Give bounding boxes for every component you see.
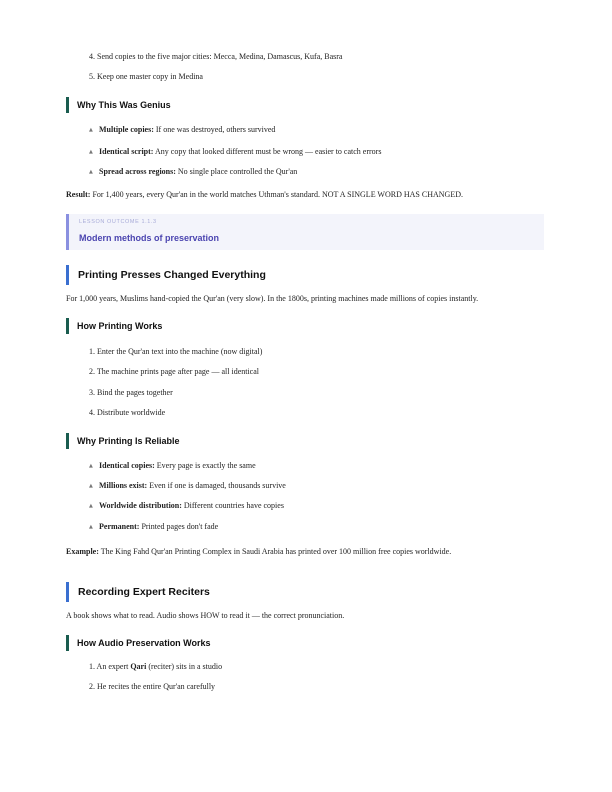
list-item: 2. He recites the entire Qur'an carefully [89,682,216,691]
lesson-outcome-title: Modern methods of preservation [79,233,220,243]
triangle-bullet-icon: ▲ [89,524,93,530]
list-item: 5. Keep one master copy in Medina [89,72,203,81]
bullet-item: ▲ Worldwide distribution: Different countries have copies [89,501,284,510]
bullet-item: ▲ Identical copies: Every page is exactly the same [89,461,256,470]
recording-intro: A book shows what to read. Audio shows HOW to read it — the correct pronunciation. [66,611,345,620]
section-heading-why-genius: Why This Was Genius [66,97,552,113]
section-heading-how-printing: How Printing Works [66,318,552,334]
section-heading-recording: Recording Expert Reciters [66,582,552,602]
list-item: 4. Distribute worldwide [89,408,166,417]
bullet-item: ▲ Multiple copies: If one was destroyed, others survived [89,125,276,134]
triangle-bullet-icon: ▲ [89,483,93,489]
result-paragraph: Result: For 1,400 years, every Qur'an in the world matches Uthman's standard. NOT A SINGLE WORD HAS CHANGED. [66,190,463,199]
list-item: 3. Bind the pages together [89,388,173,397]
section-heading-why-printing: Why Printing Is Reliable [66,433,552,449]
triangle-bullet-icon: ▲ [89,127,93,133]
triangle-bullet-icon: ▲ [89,169,93,175]
section-heading-how-audio: How Audio Preservation Works [66,635,552,651]
lesson-outcome-box [66,214,544,250]
list-item: 1. Enter the Qur'an text into the machine (now digital) [89,347,263,356]
example-paragraph: Example: The King Fahd Qur'an Printing Complex in Saudi Arabia has printed over 100 million free copies worldwide. [66,547,452,556]
bullet-item: ▲ Identical script: Any copy that looked different must be wrong — easier to catch errors [89,147,382,156]
triangle-bullet-icon: ▲ [89,149,93,155]
list-item: 1. An expert Qari (reciter) sits in a studio [89,662,223,671]
list-item: 4. Send copies to the five major cities: Mecca, Medina, Damascus, Kufa, Basra [89,52,343,61]
bullet-item: ▲ Permanent: Printed pages don't fade [89,522,219,531]
triangle-bullet-icon: ▲ [89,463,93,469]
bullet-item: ▲ Millions exist: Even if one is damaged, thousands survive [89,481,286,490]
printing-intro: For 1,000 years, Muslims hand-copied the Qur'an (very slow). In the 1800s, printing machines made millions of copies instantly. [66,294,479,303]
list-item: 2. The machine prints page after page — all identical [89,367,260,376]
lesson-outcome-tag: LESSON OUTCOME 1.1.3 [79,219,157,225]
triangle-bullet-icon: ▲ [89,503,93,509]
bullet-item: ▲ Spread across regions: No single place controlled the Qur'an [89,167,298,176]
section-heading-printing: Printing Presses Changed Everything [66,265,552,285]
